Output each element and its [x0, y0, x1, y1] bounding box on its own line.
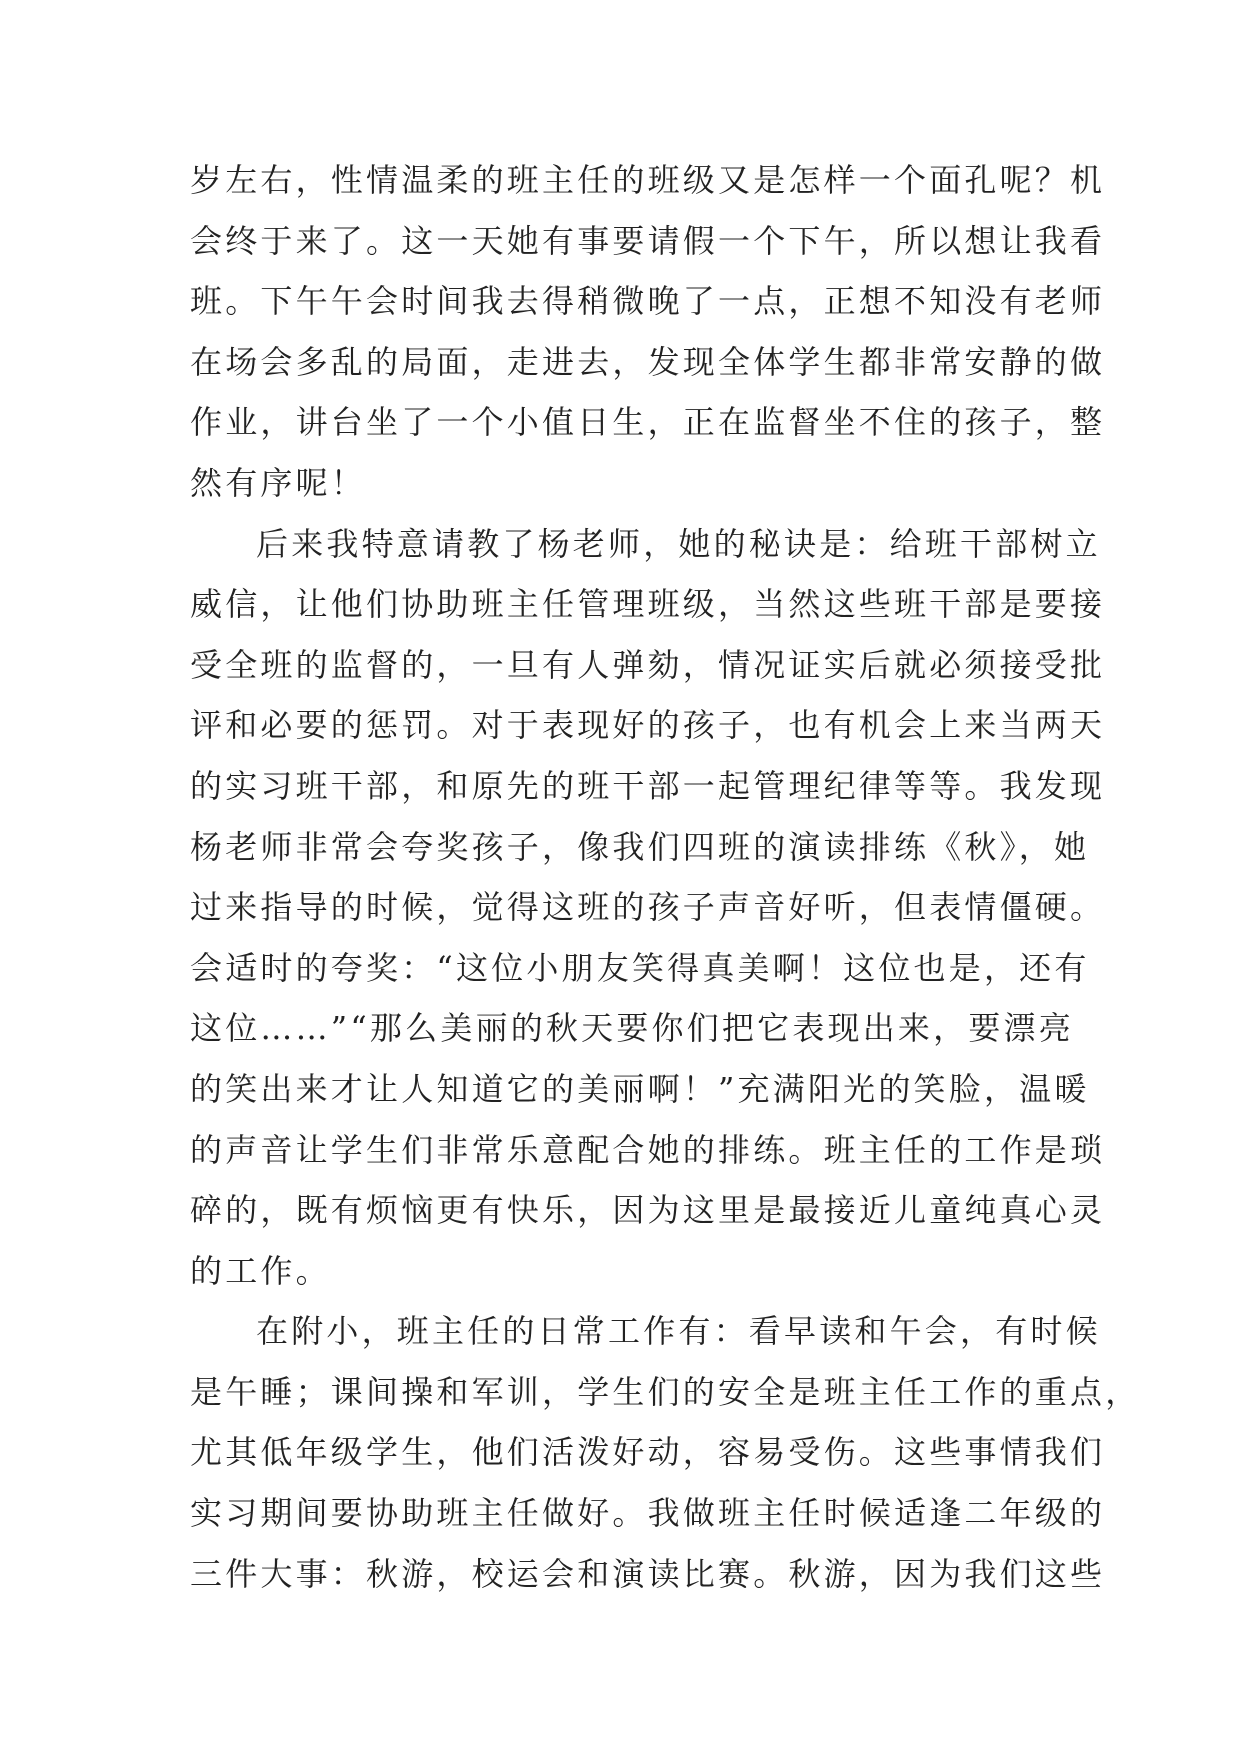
- body-text: [190, 150, 1141, 1604]
- text-line: 的工作。: [190, 1251, 331, 1290]
- text-line: 后来我特意请教了杨老师，她的秘诀是：给班干部树立: [256, 524, 1101, 563]
- text-line: 在附小，班主任的日常工作有：看早读和午会，有时候: [256, 1312, 1101, 1351]
- text-line: 的笑出来才让人知道它的美丽啊！”充满阳光的笑脸，温暖: [190, 1069, 1090, 1108]
- text-line: 受全班的监督的，一旦有人弹劾，情况证实后就必须接受批: [190, 645, 1106, 684]
- text-line: 三件大事：秋游，校运会和演读比赛。秋游，因为我们这些: [190, 1554, 1106, 1593]
- text-line: 评和必要的惩罚。对于表现好的孩子，也有机会上来当两天: [190, 706, 1106, 745]
- text-line: 碎的，既有烦恼更有快乐，因为这里是最接近儿童纯真心灵: [190, 1191, 1106, 1230]
- text-line: 班。下午午会时间我去得稍微晚了一点，正想不知没有老师: [190, 282, 1106, 321]
- text-line: 是午睡；课间操和军训，学生们的安全是班主任工作的重点，: [190, 1372, 1141, 1411]
- text-line: 会适时的夸奖：“这位小朋友笑得真美啊！这位也是，还有: [190, 948, 1090, 987]
- text-line: 过来指导的时候，觉得这班的孩子声音好听，但表情僵硬。: [190, 888, 1106, 927]
- text-line: 然有序呢！: [190, 463, 367, 502]
- text-line: 威信，让他们协助班主任管理班级，当然这些班干部是要接: [190, 585, 1106, 624]
- text-line: 尤其低年级学生，他们活泼好动，容易受伤。这些事情我们: [190, 1433, 1106, 1472]
- text-line: 的声音让学生们非常乐意配合她的排练。班主任的工作是琐: [190, 1130, 1106, 1169]
- text-line: 会终于来了。这一天她有事要请假一个下午，所以想让我看: [190, 221, 1106, 260]
- text-line: 杨老师非常会夸奖孩子，像我们四班的演读排练《秋》，她: [190, 827, 1090, 866]
- text-line: 岁左右，性情温柔的班主任的班级又是怎样一个面孔呢？机: [190, 161, 1106, 199]
- text-line: 在场会多乱的局面，走进去，发现全体学生都非常安静的做: [190, 342, 1106, 381]
- text-line: 这位……”“那么美丽的秋天要你们把它表现出来，要漂亮: [190, 1009, 1074, 1048]
- text-line: 实习期间要协助班主任做好。我做班主任时候适逢二年级的: [190, 1494, 1106, 1533]
- text-line: 的实习班干部，和原先的班干部一起管理纪律等等。我发现: [190, 766, 1106, 805]
- text-line: 作业，讲台坐了一个小值日生，正在监督坐不住的孩子，整: [190, 403, 1106, 442]
